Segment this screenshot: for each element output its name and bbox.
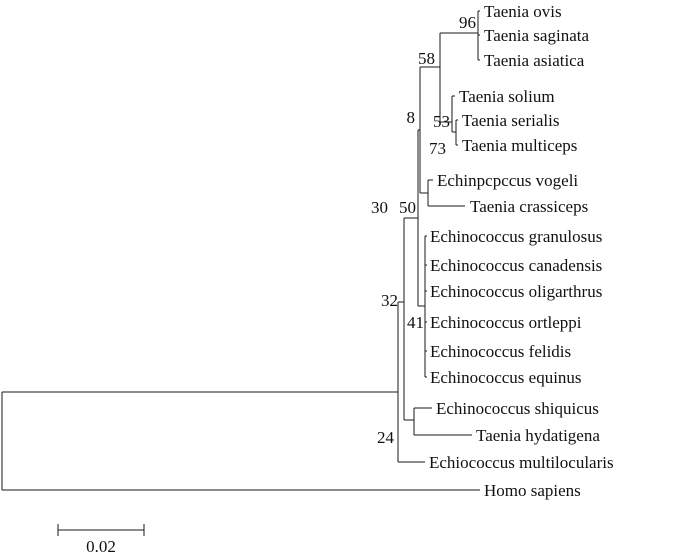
bootstrap-value: 58 (418, 49, 435, 68)
taxon-label: Taenia multiceps (462, 136, 578, 155)
scale-bar-label: 0.02 (86, 537, 116, 556)
bootstrap-value: 30 (371, 198, 388, 217)
bootstrap-value: 73 (429, 139, 446, 158)
taxon-label: Taenia solium (459, 87, 555, 106)
scale-bar (58, 524, 144, 556)
taxon-label: Taenia asiatica (484, 51, 585, 70)
taxon-label: Echinococcus felidis (430, 342, 572, 361)
taxon-label: Taenia crassiceps (470, 197, 589, 216)
taxon-label: Echinococcus granulosus (430, 227, 603, 246)
taxon-label: Echinococcus shiquicus (436, 399, 599, 418)
taxon-label: Echinococcus canadensis (430, 256, 603, 275)
tree-branches (2, 11, 480, 490)
bootstrap-value: 8 (406, 108, 415, 127)
bootstrap-value: 32 (381, 291, 398, 310)
taxon-label: Homo sapiens (484, 481, 581, 500)
bootstrap-value: 24 (377, 428, 394, 447)
taxon-labels (429, 2, 614, 500)
taxon-label: Taenia saginata (484, 26, 590, 45)
bootstrap-value: 50 (399, 198, 416, 217)
taxon-label: Echinococcus oligarthrus (430, 282, 603, 301)
taxon-label: Taenia ovis (484, 2, 562, 21)
taxon-label: Echinococcus ortleppi (430, 313, 582, 332)
taxon-label: Echinococcus equinus (430, 368, 582, 387)
taxon-label: Taenia serialis (462, 111, 560, 130)
bootstrap-value: 96 (459, 13, 476, 32)
taxon-label: Echinpcpccus vogeli (437, 171, 579, 190)
bootstrap-value: 53 (433, 112, 450, 131)
bootstrap-value: 41 (407, 313, 424, 332)
taxon-label: Echiococcus multilocularis (429, 453, 614, 472)
taxon-label: Taenia hydatigena (476, 426, 600, 445)
